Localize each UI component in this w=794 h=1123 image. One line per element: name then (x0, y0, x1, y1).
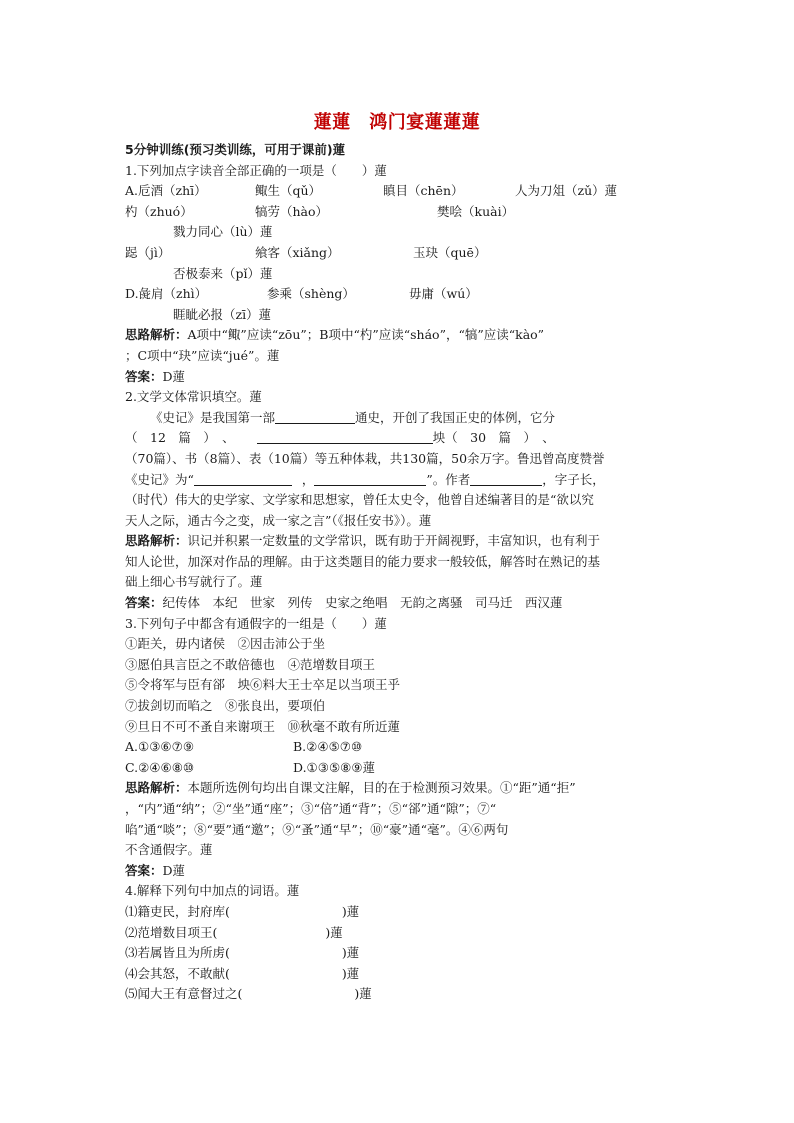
q2-answer (125, 593, 670, 614)
q2-analysis-3: 础上细心书写就行了。蓮 (125, 574, 263, 590)
q3-sentences-5: ⑨旦日不可不蚤自来谢项王 ⑩秋毫不敢有所近蓮 (125, 718, 401, 734)
answer-label: 答案： (125, 368, 163, 384)
q2-text-2a: （ 12 篇 ） 、 (125, 430, 235, 446)
q2-line-1 (125, 408, 670, 429)
q4-item-text: ⑶若属皆且为所虏( (125, 945, 230, 961)
q1-a-4: 人为刀俎（zǔ）蓮 (515, 183, 618, 199)
q4-stem: 4.解释下列句中加点的词语。蓮 (125, 883, 300, 899)
q4-item-end: )蓮 (341, 965, 360, 981)
answer-label: 答案： (125, 862, 163, 878)
q1-c-3: 玉玦（quē） (413, 244, 487, 260)
q2-analysis-2: 知人论世，加深对作品的理解。由于这类题目的能力要求一般较低，解答时在熟记的基 (125, 553, 601, 569)
q4-item-text: ⑷会其怒，不敢献( (125, 965, 230, 981)
q1-b-1: 杓（zhuó） (125, 203, 193, 219)
q1-option-a (125, 181, 670, 202)
q1-a-2: 鲰生（qǔ） (255, 183, 322, 199)
answer-label: 答案： (125, 595, 163, 611)
q3-analysis-text: 本题所选例句均出自课文注解，目的在于检测预习效果。①“距”通“拒” (187, 780, 576, 796)
q3-answer (125, 861, 670, 882)
q3-option-c: C.②④⑥⑧⑩ (125, 759, 195, 775)
q2-stem: 2.文学文体常识填空。蓮 (125, 389, 262, 405)
q3-sentences-4: ⑦拔剑切而啗之 ⑧张良出，要项伯 (125, 698, 326, 714)
q3-option-d: D.①③⑤⑧⑨蓮 (293, 759, 376, 775)
q3-option-a: A.①③⑥⑦⑨ (125, 739, 195, 755)
q1-option-b-2: 戮力同心（lù）蓮 (173, 224, 273, 240)
q1-d-2: 参乘（shèng） (267, 286, 355, 302)
q3-analysis (125, 778, 670, 799)
q3-stem: 3.下列句子中都含有通假字的一组是（ ）蓮 (125, 615, 387, 631)
blank-1[interactable] (275, 409, 355, 424)
q2-line-2 (125, 428, 670, 449)
analysis-label: 思路解析： (125, 780, 188, 796)
analysis-label: 思路解析： (125, 327, 188, 343)
document-body (125, 140, 670, 1005)
q1-c-2: 飨客（xiǎng） (255, 244, 340, 260)
q4-item-end: )蓮 (325, 924, 343, 940)
q2-text-4d: ，字子长， (542, 471, 605, 487)
blank-5[interactable] (470, 471, 542, 486)
q1-analysis (125, 325, 670, 346)
q1-option-c (125, 243, 670, 264)
q1-c-1: 跽（jì） (125, 244, 171, 260)
q3-answer-text: D蓮 (162, 862, 186, 878)
q1-a-3: 瞋目（chēn） (383, 183, 464, 199)
q1-analysis-text: A项中“鲰”应读“zōu”；B项中“杓”应读“sháo”，“犒”应读“kào” (187, 327, 545, 343)
q1-b-3: 樊哙（kuài） (437, 203, 515, 219)
q1-option-c-2: 否极泰来（pǐ）蓮 (173, 265, 273, 281)
document-title: 蓮蓮 鸿门宴蓮蓮蓮 (313, 112, 481, 133)
q2-analysis-text: 识记并积累一定数量的文学常识，既有助于开阔视野，丰富知识，也有利于 (187, 533, 601, 549)
q2-line-5: （时代）伟大的史学家、文学家和思想家，曾任太史令，他曾自述编著目的是“欲以究 (125, 492, 594, 508)
q4-item-end: )蓮 (354, 986, 372, 1002)
q1-d-1: D.彘肩（zhì） (125, 286, 208, 302)
q1-stem: 1.下列加点字读音全部正确的一项是（ ）蓮 (125, 162, 387, 178)
q4-item-end: )蓮 (341, 945, 360, 961)
blank-2[interactable] (257, 429, 433, 444)
q4-item-text: ⑸闻大王有意督过之( (125, 986, 243, 1002)
q1-answer-text: D蓮 (162, 368, 186, 384)
q1-answer (125, 367, 670, 388)
q3-sentences-1: ①距关，毋内诸侯 ②因击沛公于坐 (125, 636, 326, 652)
blank-4[interactable] (314, 471, 426, 486)
q2-answer-text: 纪传体 本纪 世家 列传 史家之绝唱 无韵之离骚 司马迁 西汉蓮 (162, 595, 563, 611)
q2-line-6: 天人之际，通古今之变，成一家之言”（《报任安书》）。蓮 (125, 512, 432, 528)
q2-line-3: （70篇）、书（8篇）、表（10篇）等五种体栽，共130篇，50余万字。鲁迅曾高度赞誉 (125, 450, 605, 466)
q3-sentences-2: ③愿伯具言臣之不敢倍德也 ④范增数目项王 (125, 656, 376, 672)
q2-text-4a: 《史记》为“ (125, 471, 194, 487)
q3-analysis-4: 不含通假字。蓮 (125, 842, 213, 858)
q1-option-b (125, 202, 670, 223)
q2-line-4 (125, 470, 670, 491)
q1-d-3: 毋庸（wú） (409, 286, 478, 302)
section-heading: 5分钟训练(预习类训练，可用于课前)蓮 (125, 142, 346, 157)
q2-text-4b: ， (301, 471, 315, 487)
analysis-label: 思路解析： (125, 533, 188, 549)
q4-item (125, 923, 670, 944)
q4-item (125, 943, 670, 964)
q2-analysis (125, 531, 670, 552)
q2-text-2b: 坱（ 30 篇 ） 、 (432, 430, 555, 446)
q1-b-2: 犒劳（hào） (255, 203, 329, 219)
q1-analysis-2: ；C项中“玦”应读“jué”。蓮 (125, 347, 280, 363)
q4-item-end: )蓮 (341, 903, 360, 919)
q2-text-1: 《史记》是我国第一部 (150, 409, 276, 425)
q3-options-cd (125, 758, 670, 779)
q1-option-d-2: 睚眦必报（zī）蓮 (173, 306, 272, 322)
q3-analysis-3: 啗”通“啖”；⑧“要”通“邀”；⑨“蚤”通“早”；⑩“豪”通“毫”。④⑥两句 (125, 821, 509, 837)
q2-text-4c: ”。作者 (426, 471, 471, 487)
q4-item-text: ⑴籍吏民，封府库( (125, 903, 230, 919)
q4-item (125, 984, 670, 1005)
q1-a-1: A.卮酒（zhī） (125, 183, 207, 199)
q3-sentences-3: ⑤令将军与臣有郤 坱⑥料大王士卒足以当项王乎 (125, 677, 401, 693)
q3-option-b: B.②④⑤⑦⑩ (293, 739, 363, 755)
q4-item (125, 902, 670, 923)
q4-item-text: ⑵范增数目项王( (125, 924, 218, 940)
q4-item (125, 964, 670, 985)
q2-text-1b: 通史，开创了我国正史的体例，它分 (355, 409, 556, 425)
blank-3[interactable] (194, 471, 292, 486)
q1-option-d (125, 284, 670, 305)
q3-analysis-2: ，“内”通“纳”；②“坐”通“座”；③“倍”通“背”；⑤“郤”通“隙”；⑦“ (125, 801, 497, 816)
q3-options-ab (125, 737, 670, 758)
